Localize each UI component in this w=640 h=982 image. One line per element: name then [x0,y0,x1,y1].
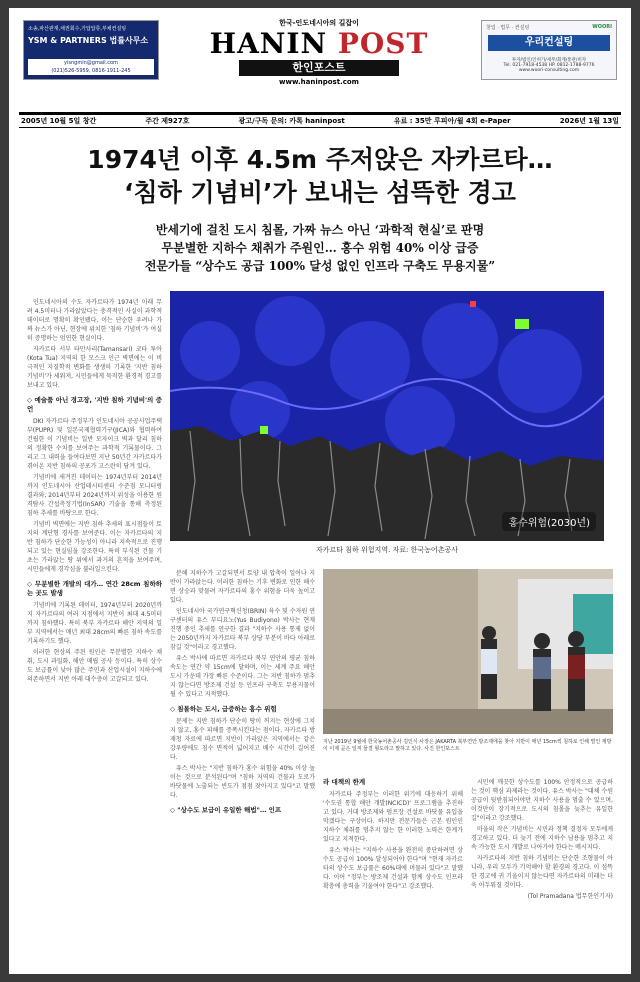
ad-right-details [486,57,612,73]
ad-left-tagline: 소송,파산관재,채권회수,가압압류,부채컨설팅 [28,26,127,32]
ad-left-phone: (021)526-5959, 0816-1911-245 [51,68,131,74]
paragraph: 자카르타의 지반 침하 기념비는 단순한 조형물이 아니라, 우리 모두가 기억해야 할 환경의 경고다. 이 섬뜩한 경고에 귀 기울이지 않는다면 자카르타의 미래는 더욱 어두워질 것이다. [471,855,613,889]
ad-left-email: yisngmin@gmail.com [64,60,118,66]
photo-caption: 지난 2019년 9월에 한국농어촌공사 김인식 사장은 JAKARTA 북부연안 방조제에을 찾아 지반이 매년 15cm씩 침하로 인해 벌인 제방이 이제 곧은 일직 물결 형도라고 말하고 있다. 사진 한인포스트 [323,739,612,752]
ad-right-phone: Tel. 021-7918-4538 HP. 0812-1788-9776 [503,63,595,68]
founded-date: 2005년 10월 5일 창간 [21,117,97,125]
flood-risk-map [170,291,604,541]
flood-risk-badge: 홍수위험(2030년) [502,512,596,531]
article-column-1 [27,298,162,966]
logo-main: HANIN [209,27,328,60]
paragraph: 인도네시아의 수도 자카르타가 1974년 이래 무려 4.5미터나 가라앉았다는 충격적인 사실이 과학적 데이터로 명확히 확인됐다. 이는 단순한 우려나 가짜 뉴스가 아닌, 현장에 위치한 '침하 기념비'가 여실히 증명하는 엄연한 현실이다. [27,299,162,342]
byline: (Tol Pramadana 법무한인기자) [527,893,613,900]
headline-line-2: ‘침하 기념비’가 보내는 섬뜩한 경고 [124,178,516,207]
masthead-logo[interactable] [199,28,439,60]
main-headline [9,143,631,209]
ad-right-services: 투자/법인/인허가/세무/회계/통관/비자 [511,58,587,63]
ad-right-name: 우리컨설팅 [488,35,610,51]
section-heading: ◇ "상수도 보급이 유일한 해법"… 인프 [170,806,282,814]
logo-accent: POST [337,27,429,60]
photo-graphic [323,569,613,734]
map-caption: 자카르타 침하 위험지역. 자료: 한국농어촌공사 [316,546,458,554]
article-column-4 [471,778,613,966]
paragraph: 문제는 지반 침하가 단순히 땅이 꺼지는 현상에 그치지 않고, 홍수 피해를 증폭시킨다는 점이다. 자카르타 방재청 자료에 따르면 지반이 가라앉은 지역에서는 같은 강우량에도 침수 면적이 넓어지고 배수 시간이 길어진다. [170,718,315,761]
section-heading: ◇ 무분별한 개발의 대가… 연간 28cm 침하하는 곳도 발생 [27,580,162,597]
map-graphic [170,291,604,541]
sub-headline [9,221,631,275]
issue-date: 2026년 1월 13일 [559,117,619,125]
paragraph: 이러한 현상의 주된 원인은 무분별한 지하수 채취, 도시 과밀화, 해안 매립 공사 등이다. 특히 상수도 보급률이 낮아 많은 주민과 산업시설이 지하수에 의존하면서 지반 아래 대수층이 고갈되고 있다. [27,649,162,683]
headline-line-1: 1974년 이후 4.5m 주저앉은 자카르타… [87,145,553,174]
paragraph: 분해 지하수가 고갈되면서 토양 내 압축이 일어나 지반이 가라앉는다. 이러한 침하는 기후 변화로 인한 해수면 상승과 맞물려 자카르타의 홍수 위험을 더욱 높이고 있다. [170,570,315,604]
ad-right-site: www.woori-consulting.com [518,68,580,73]
ad-left-name: YSM & PARTNERS 법률사무소 [28,36,149,45]
paragraph: 마을의 작은 기념비는 시민과 정책 결정자 모두에게 경고하고 있다. 더 늦기 전에 지하수 남용을 멈추고 지속 가능한 도시 개발로 나아가야 한다는 메시지다. [471,826,613,851]
paragraph: 인도네시아 국가연구혁신청(BRIN) 육수 및 수자원 연구센터의 유스 부디요노(Yus Budiyono) 박사는 현재 진행 중인 추세를 연구한 결과 "지하수 사용 통제 없이는 2050년까지 자카르타 북부 상당 부분이 바다 아래로 잠길 것"이라고 경고했다. [170,608,315,651]
article-column-3 [323,778,463,966]
circulation-info: 유료 : 35만 루피아/월 4회 e-Paper [393,117,511,125]
paragraph: 자카르타 서부 타만사리(Tamansari) 코타 투아(Kota Tua) 지역의 한 모스크 인근 벽면에는 이 비극적인 지질학적 변화를 생생히 기록한 '지반 침하 기념비'가 세워져, 시민들에게 묵직한 환경적 경고를 보내고 있다. [27,346,162,389]
site-visit-photo [323,569,613,734]
section-heading: 라 대책의 한계 [323,778,366,786]
paragraph: 기념비 벽면에는 지반 침하 추세의 표시점들이 토지의 계단형 경사를 보여준다. 이는 자카르타의 지반 침하가 단순한 가능성이 아니라 지속적으로 진행되고 있는 현실임을 강조한다. 특히 부식된 건물 기초는 가라앉는 땅 위에서 과거의 흔적을 보여주며, 시민들에게 경각심을 불러일으킨다. [27,521,162,573]
paragraph: 유스 박사에 따르면 자카르타 북부 연안의 평균 침하 속도는 연간 약 15cm에 달하며, 이는 세계 주요 해안 도시 가운데 가장 빠른 수준이다. 그는 지반 침하가 멈추지 않는다면 방조제 건설 등 인프라 구축도 무용지물이 될 수 있다고 지적했다. [170,655,315,698]
section-heading: ◇ 예술품 아닌 경고장, '지반 침하 기념비'의 증언 [27,396,162,413]
masthead-tagline: 한국-인도네시아의 길잡이 [279,19,359,27]
ad-right-logo: WOORI [592,24,612,30]
paragraph: 시민에 깨끗한 상수도를 100% 안정적으로 공급하는 것이 핵심 과제라는 것이다. 유스 박사는 "대체 수원 공급이 뒷받침되어야만 지하수 사용을 멈출 수 있으며, 이것만이 장기적으로 도시의 침몰을 늦추는 유일한 길"이라고 강조했다. [471,779,613,822]
section-heading: ◇ 침몰하는 도시, 급증하는 홍수 위험 [170,705,277,713]
ad-left-contact [28,59,154,75]
ad-ysm-partners[interactable] [23,20,159,80]
subhead-line-1: 반세기에 걸친 도시 침몰, 가짜 뉴스 아닌 ‘과학적 현실’로 판명 [155,223,485,237]
issue-number: 주간 제927호 [145,117,190,125]
subhead-line-3: 전문가들 “상수도 공급 100% 달성 없인 인프라 구축도 무용지물” [144,259,496,273]
contact-info: 광고/구독 문의: 카톡 haninpost [238,117,345,125]
paragraph: 기념비에 기록된 데이터, 1974년부터 2020년까지 자카르타의 여러 지점에서 지반이 최대 4.5미터까지 침하했다. 특히 북부 자카르타 해안 지역의 일부 지역에서는 매년 최대 28cm의 빠른 침하 속도를 기록하기도 했다. [27,602,162,645]
paragraph: 자카르타 주정부는 이러한 위기에 대응하기 위해 '수도권 통합 해안 개발(NCICD)' 프로그램을 추진하고 있다. 거대 방조제와 펌프장 건설로 바닷물 유입을 막겠다는 구상이다. 하지만 전문가들은 근본 원인인 지하수 채취를 멈추지 않는 한 이러한 노력은 한계가 있다고 지적한다. [323,791,463,843]
masthead [199,18,439,86]
paragraph: 유스 박사는 "지하수 사용을 완전히 중단하려면 상수도 공급이 100% 달성되어야 한다"며 "현재 자카르타의 상수도 보급률은 60%대에 머물러 있다"고 말했다. 이어 "정부는 방조제 건설과 함께 상수도 인프라 확충에 총력을 기울여야 한다"고 강조했다. [323,847,463,890]
paragraph: 기념비에 새겨진 데이터는 1974년부터 2014년까지 인도네시아 산업테시티센터 수준점 모니터링 결과와, 2014년부터 2024년까지 위성을 이용한 원격탐사 간섭측정기법(InSAR) 기술을 통해 측정된 침하 추세를 바탕으로 한다. [27,474,162,517]
masthead-url[interactable]: www.haninpost.com [279,78,359,86]
subhead-line-2: 무분별한 지하수 채취가 주원인… 홍수 위험 40% 이상 급증 [161,241,479,255]
paragraph: DKI 자카르타 주정부가 인도네시아 공공사업주택부(PUPR) 및 일본국제협력기구(JICA)와 협력하여 건립한 이 기념비는 일반 모자이크 벽과 달리 침하의 정확한 수치를 보여주는 과학적 기록물이다. 그리고 그 내력을 들여다보면 지난 50년간 자카르타가 겪어온 지반 침하의 공포가 고스란히 담겨 있다. [27,418,162,470]
article-column-2 [170,569,315,967]
ad-right-tagline: 창업 · 법무 · 컨설팅 [486,25,530,31]
masthead-korean-name: 한인포스트 [239,60,399,76]
newspaper-page [9,8,631,974]
paragraph: 유스 박사는 "지반 침하가 홍수 위험을 40% 이상 높이는 것으로 분석된다"며 "침하 지역의 건물과 도로가 바닷물에 노출되는 빈도가 점점 잦아지고 있다"고 말했다. [170,765,315,799]
ad-woori-consulting[interactable] [481,20,617,80]
issue-info-bar [19,112,621,128]
